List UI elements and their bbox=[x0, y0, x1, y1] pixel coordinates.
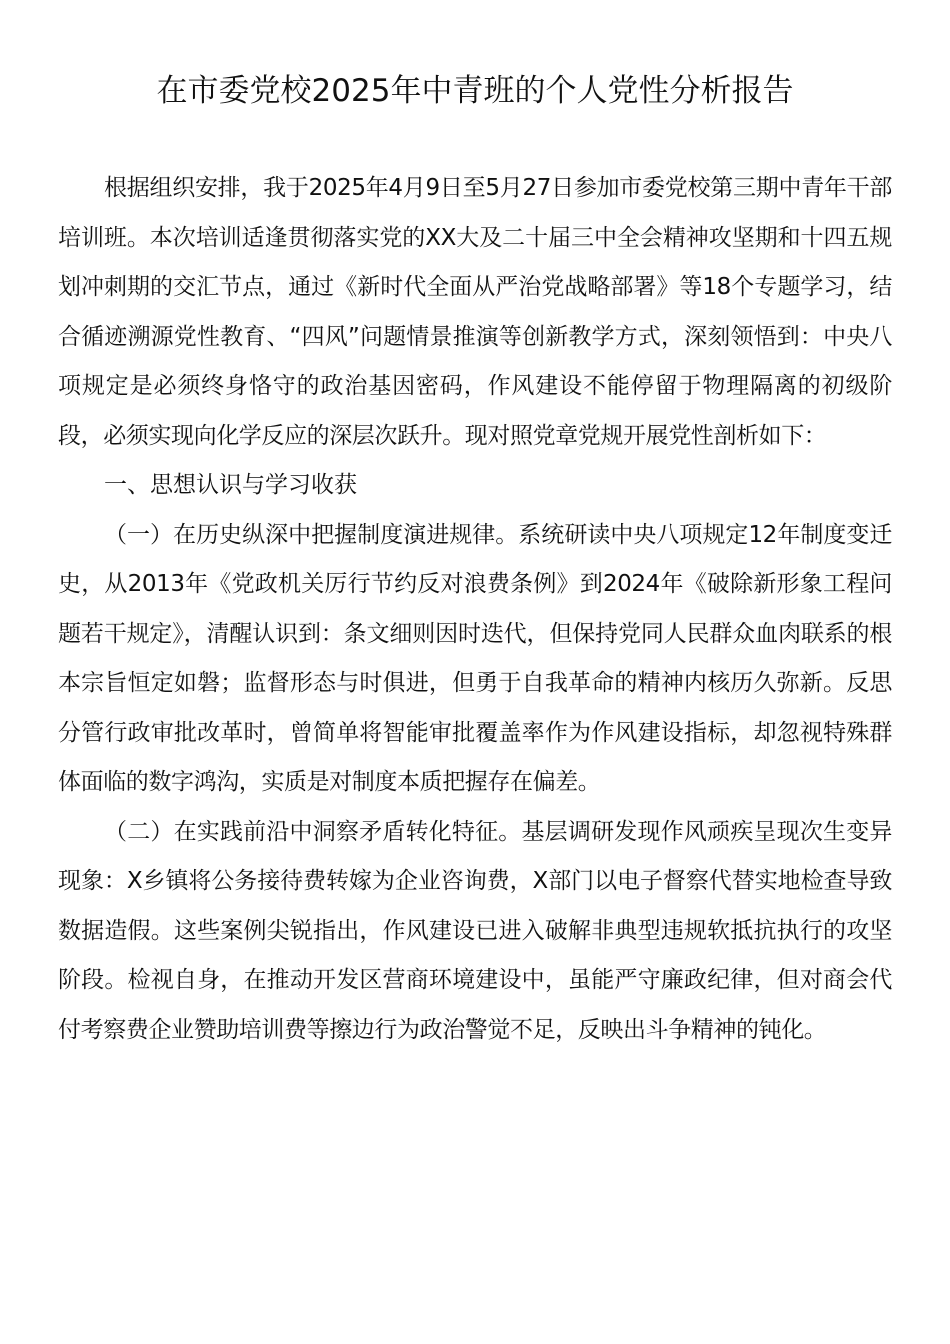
subsection-1-paragraph: （一）在历史纵深中把握制度演进规律。系统研读中央八项规定12年制度变迁史，从2013年《党政机关厉行节约反对浪费条例》到2024年《破除新形象工程问题若干规定》，清醒认识到：条文细则因时迭代，但保持党同人民群众血肉联系的根本宗旨恒定如磐；监督形态与时俱进，但勇于自我革命的精神内核历久弥新。反思分管行政审批改革时，曾简单将智能审批覆盖率作为作风建设指标，却忽视特殊群体面临的数字鸿沟，实质是对制度本质把握存在偏差。 bbox=[58, 521, 892, 795]
document-body bbox=[58, 164, 892, 1055]
document-title: 在市委党校2025年中青班的个人党性分析报告 bbox=[156, 73, 794, 109]
intro-paragraph: 根据组织安排，我于2025年4月9日至5月27日参加市委党校第三期中青年干部培训班。本次培训适逢贯彻落实党的XX大及二十届三中全会精神攻坚期和十四五规划冲刺期的交汇节点，通过《新时代全面从严治党战略部署》等18个专题学习，结合循迹溯源党性教育、“四风”问题情景推演等创新教学方式，深刻领悟到：中央八项规定是必须终身恪守的政治基因密码，作风建设不能停留于物理隔离的初级阶段，必须实现向化学反应的深层次跃升。现对照党章党规开展党性剖析如下： bbox=[58, 175, 892, 449]
section-heading-1: 一、思想认识与学习收获 bbox=[104, 472, 357, 498]
subsection-2-paragraph: （二）在实践前沿中洞察矛盾转化特征。基层调研发现作风顽疾呈现次生变异现象：X乡镇将公务接待费转嫁为企业咨询费，X部门以电子督察代替实地检查导致数据造假。这些案例尖锐指出，作风建设已进入破解非典型违规软抵抗执行的攻坚阶段。检视自身，在推动开发区营商环境建设中，虽能严守廉政纪律，但对商会代付考察费企业赞助培训费等擦边行为政治警觉不足，反映出斗争精神的钝化。 bbox=[58, 818, 892, 1043]
